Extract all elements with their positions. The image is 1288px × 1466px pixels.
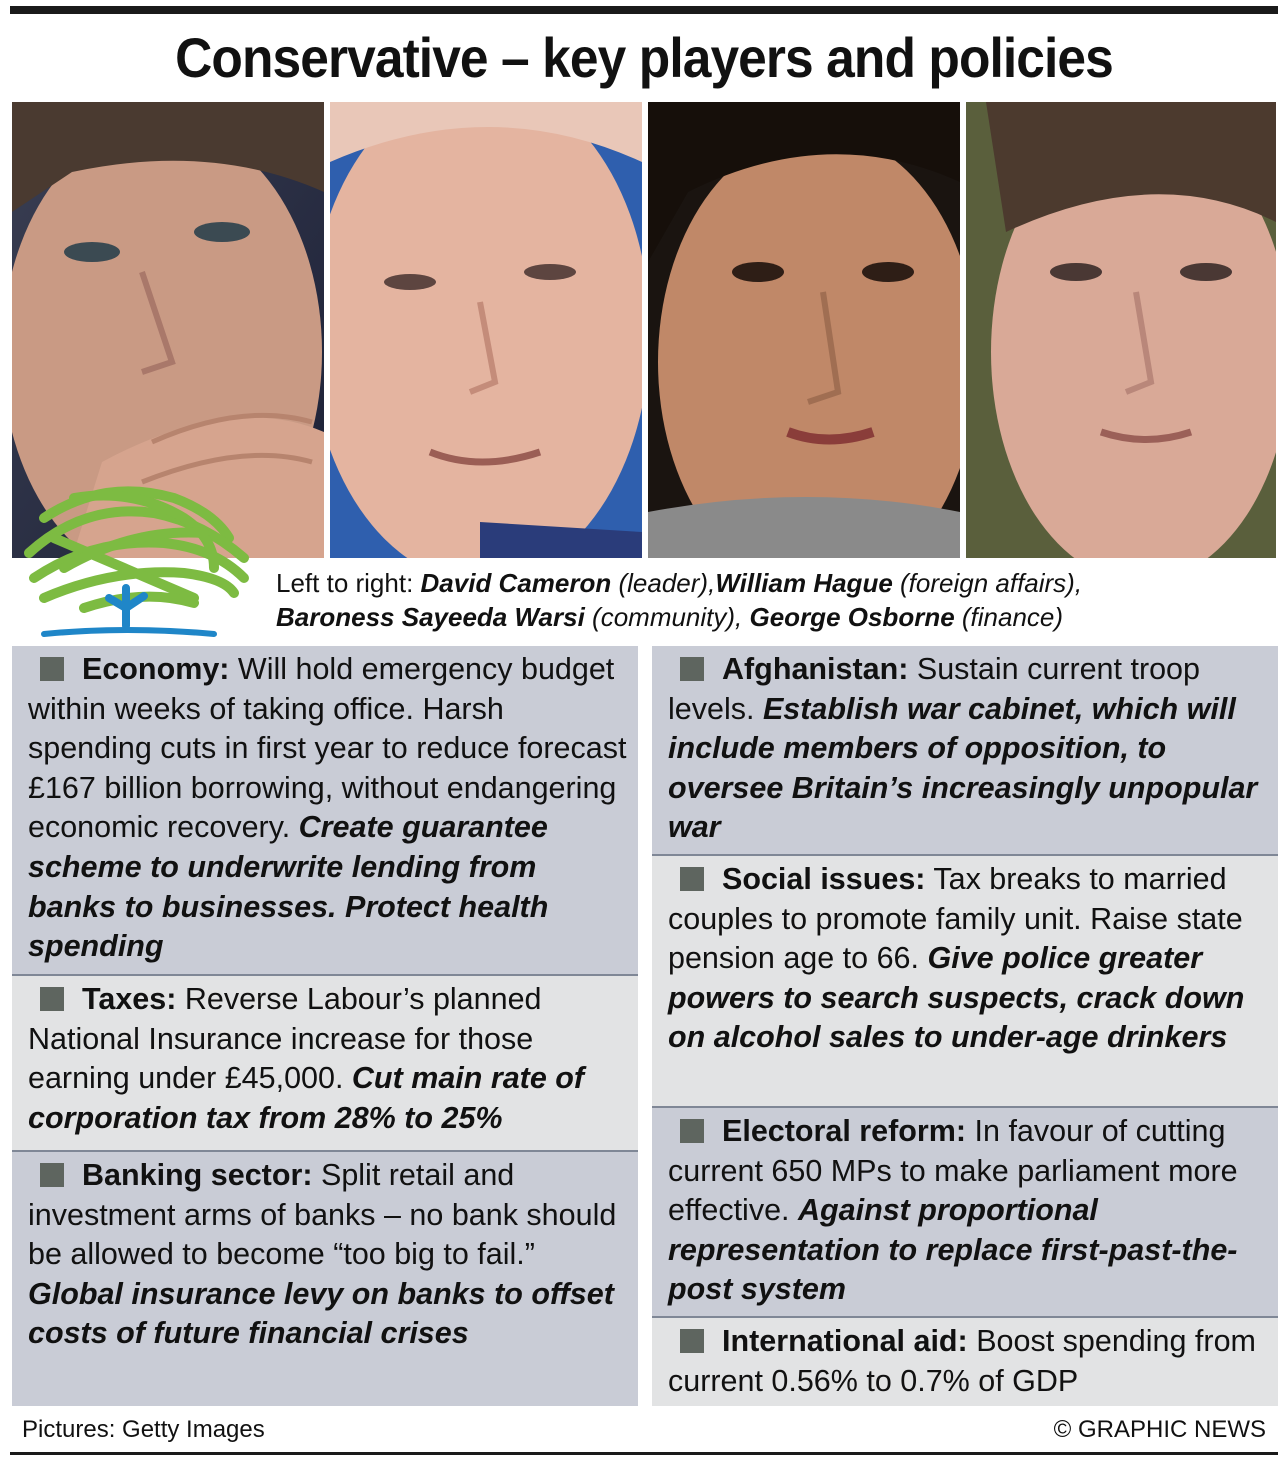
policy-text: Will hold emergency budget within weeks of taking office. Harsh spending cuts in first year to reduce forecast £167 billion borrowing, without endangering economic recovery. xyxy=(28,652,627,845)
policy-text: Boost spending from current 0.56% to 0.7% of GDP xyxy=(668,1324,1256,1398)
policy-social-issues xyxy=(652,856,1278,1106)
policy-economy xyxy=(12,646,638,974)
policy-taxes xyxy=(12,976,638,1150)
bullet-square xyxy=(40,987,64,1011)
caption-name: George Osborne xyxy=(749,602,955,632)
policy-text: In favour of cutting current 650 MPs to make parliament more effective. xyxy=(668,1114,1238,1228)
caption-name: David Cameron xyxy=(420,568,612,598)
policy-international-aid xyxy=(652,1318,1278,1406)
bullet-square xyxy=(680,1119,704,1143)
photo-george-osborne xyxy=(966,102,1276,558)
top-rule xyxy=(10,6,1278,14)
policy-afghanistan xyxy=(652,646,1278,854)
policy-text: Reverse Labour’s planned National Insurance increase for those earning under £45,000. xyxy=(28,982,542,1096)
copyright-notice: © GRAPHIC NEWS xyxy=(1053,1416,1266,1443)
bullet-square xyxy=(40,657,64,681)
policy-text: Split retail and investment arms of banks – no bank should be allowed to become “too big to fail.” xyxy=(28,1158,617,1272)
page-title: Conservative – key players and policies xyxy=(175,26,1113,89)
bullet-square xyxy=(680,657,704,681)
policy-heading: Economy: xyxy=(82,652,230,686)
photo-william-hague xyxy=(330,102,642,558)
caption-prefix: Left to right: xyxy=(276,568,421,598)
policy-emphasis: Give police greater powers to search suspects, crack down on alcohol sales to under-age drinkers xyxy=(668,941,1245,1055)
policy-emphasis: Against proportional representation to replace first-past-the-post system xyxy=(668,1193,1238,1307)
policy-text: Sustain current troop levels. xyxy=(668,652,1200,726)
policy-heading: Banking sector: xyxy=(82,1158,313,1192)
caption-name: Baroness Sayeeda Warsi xyxy=(276,602,585,632)
policy-text: Tax breaks to married couples to promote family unit. Raise state pension age to 66. xyxy=(668,862,1243,976)
caption-role: (community), xyxy=(584,602,750,632)
policy-heading: International aid: xyxy=(722,1324,968,1358)
policy-emphasis: Establish war cabinet, which will include members of opposition, to oversee Britain’s increasingly unpopular war xyxy=(668,691,1258,845)
policy-heading: Social issues: xyxy=(722,862,926,896)
bottom-rule xyxy=(10,1452,1278,1455)
bullet-square xyxy=(680,1329,704,1353)
caption-role: (foreign affairs), xyxy=(892,568,1083,598)
photo-caption xyxy=(276,566,1276,634)
bullet-square xyxy=(40,1163,64,1187)
caption-role: (finance) xyxy=(954,602,1064,632)
caption-role: (leader), xyxy=(611,568,716,598)
bullet-square xyxy=(680,867,704,891)
caption-name: William Hague xyxy=(715,568,893,598)
photo-credit: Pictures: Getty Images xyxy=(22,1416,265,1443)
policy-heading: Afghanistan: xyxy=(722,652,909,686)
policy-emphasis: Create guarantee scheme to underwrite lending from banks to businesses. Protect health spending xyxy=(28,810,549,964)
photo-sayeeda-warsi xyxy=(648,102,960,558)
policy-electoral-reform xyxy=(652,1108,1278,1316)
policy-heading: Electoral reform: xyxy=(722,1114,967,1148)
conservative-tree-icon xyxy=(14,458,264,644)
policy-banking-sector xyxy=(12,1152,638,1406)
policy-heading: Taxes: xyxy=(82,982,177,1016)
policy-emphasis: Cut main rate of corporation tax from 28% to 25% xyxy=(28,1061,585,1135)
policy-emphasis: Global insurance levy on banks to offset costs of future financial crises xyxy=(28,1276,614,1351)
